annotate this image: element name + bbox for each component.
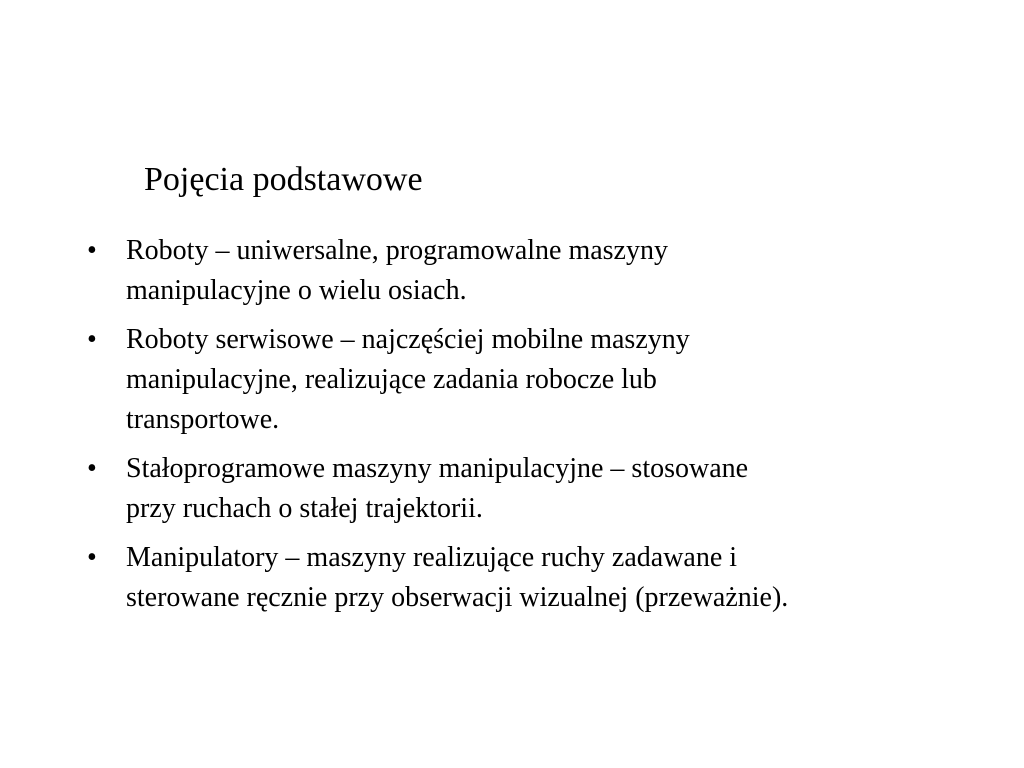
bullet-icon: • xyxy=(87,453,97,484)
bullet-text-line: Roboty – uniwersalne, programowalne maszyny xyxy=(126,235,668,266)
bullet-text-line: Manipulatory – maszyny realizujące ruchy zadawane i xyxy=(126,542,738,573)
bullet-icon: • xyxy=(87,235,97,266)
bullet-item-fixed-program-machines xyxy=(87,449,967,529)
bullet-item-robots xyxy=(87,231,967,311)
slide-title: Pojęcia podstawowe xyxy=(144,161,423,198)
bullet-text-line: Stałoprogramowe maszyny manipulacyjne – stosowane xyxy=(126,453,749,484)
bullet-text-line: przy ruchach o stałej trajektorii. xyxy=(126,493,483,524)
bullet-text-line: manipulacyjne o wielu osiach. xyxy=(126,275,467,306)
bullet-list xyxy=(87,231,967,627)
bullet-icon: • xyxy=(87,542,97,573)
bullet-icon: • xyxy=(87,324,97,355)
bullet-text-line: Roboty serwisowe – najczęściej mobilne maszyny xyxy=(126,324,690,355)
bullet-text-line: manipulacyjne, realizujące zadania robocze lub xyxy=(126,364,657,395)
bullet-text-line: transportowe. xyxy=(126,404,280,435)
bullet-item-manipulators xyxy=(87,538,967,618)
bullet-item-service-robots xyxy=(87,320,967,440)
bullet-text-line: sterowane ręcznie przy obserwacji wizualnej (przeważnie). xyxy=(126,582,789,613)
